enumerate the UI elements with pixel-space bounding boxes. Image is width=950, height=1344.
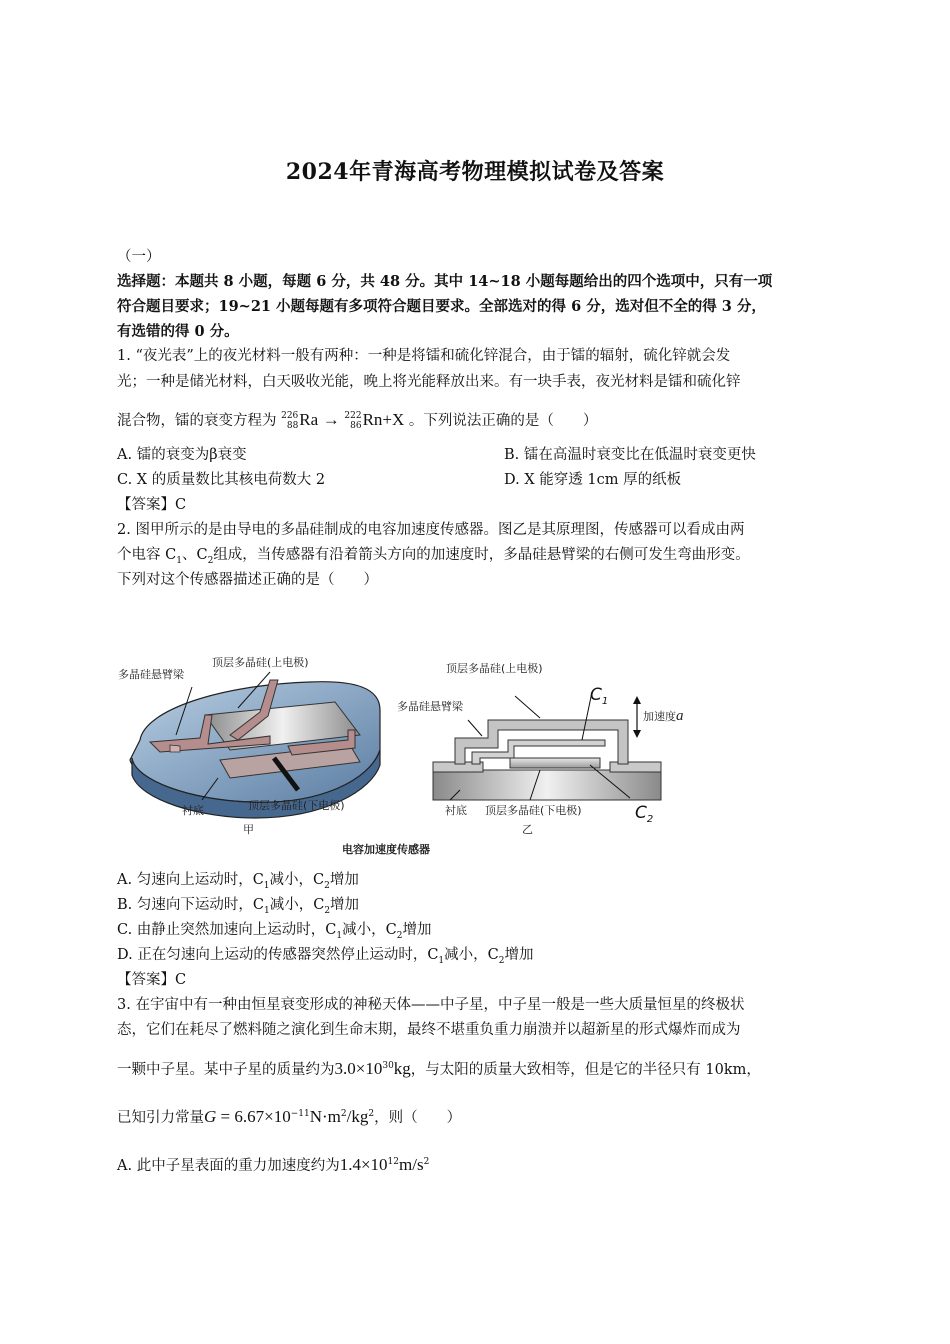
q2-option-d-sub-1: 1: [438, 955, 445, 966]
q2-option-a-sub-2: 2: [324, 880, 330, 891]
q1-option-a: A. 镭的衰变为β衰变: [117, 447, 247, 463]
q2-option-b-text-3: 增加: [330, 897, 360, 913]
figure-yi: [397, 661, 684, 836]
label-substrate-yi: 衬底: [445, 804, 467, 817]
q3-g-exponent: −11: [290, 1109, 310, 1119]
instructions-line-1: 选择题：本题共 8 小题，每题 6 分，共 48 分。其中 14~18 小题每题给出的四个选项中，只有一项: [117, 273, 773, 290]
ra-atomic-number: 88: [286, 421, 299, 431]
q3-option-a: [117, 1150, 837, 1178]
q1-line-3-prefix: 混合物，镭的衰变方程为: [117, 413, 277, 429]
label-acceleration-symbol: a: [676, 708, 684, 724]
radium-nuclide: [281, 409, 298, 433]
q1-answer: 【答案】C: [117, 497, 187, 513]
q2-option-a-sub-1: 1: [263, 880, 270, 891]
q2-option-a-text-2: 减小，C: [269, 872, 325, 888]
q2-c1-sub: 1: [176, 555, 182, 566]
q3-line-3: [117, 1054, 837, 1082]
rn-symbol: Rn+X: [362, 410, 405, 429]
q2-line-2-b: 、C: [181, 547, 208, 563]
q1-option-d: D. X 能穿透 1cm 厚的纸板: [504, 472, 682, 488]
q2-option-c-sub-1: 1: [336, 930, 343, 941]
label-c2-sub: 2: [646, 814, 654, 825]
q3-line-2: 态，它们在耗尽了燃料随之演化到生命末期，最终不堪重负重力崩溃并以超新星的形式爆炸而成为: [117, 1022, 741, 1038]
q3-line-3-prefix: 一颗中子星。某中子星的质量约为: [117, 1061, 335, 1078]
q2-line-3: 下列对这个传感器描述正确的是（ ）: [117, 572, 378, 588]
q2-option-d-text-1: D. 正在匀速向上运动的传感器突然停止运动时，C: [117, 947, 439, 963]
q3-line-3-suffix: ，与太阳的质量大致相等，但是它的半径只有 10km，: [410, 1061, 761, 1078]
q2-line-2-a: 个电容 C: [117, 547, 177, 563]
label-substrate-jia: 衬底: [182, 804, 204, 817]
q3-mass-unit: kg: [393, 1058, 411, 1078]
label-top-electrode-yi: 顶层多晶硅(上电极): [446, 662, 543, 675]
q2-option-b-sub-1: 1: [263, 905, 270, 916]
sensor-figure-svg: [110, 640, 684, 865]
label-top-electrode-jia: 顶层多晶硅(上电极): [212, 656, 309, 669]
label-cantilever-yi: 多晶硅悬臂梁: [397, 700, 463, 713]
label-c1-letter: C: [590, 685, 602, 705]
q3-line-1: 3. 在宇宙中有一种由恒星衰变形成的神秘天体——中子星，中子星一般是一些大质量恒星的终极状: [117, 997, 745, 1013]
q2-answer: 【答案】C: [117, 972, 187, 988]
label-bottom-electrode-yi: 顶层多晶硅(下电极): [485, 804, 582, 817]
ra-mass-number: 226: [281, 411, 299, 421]
q2-option-b-sub-2: 2: [324, 905, 331, 916]
label-yi: 乙: [522, 823, 533, 836]
q1-line-3-suffix: 。下列说法正确的是（ ）: [408, 413, 598, 429]
q2-option-d-text-2: 减小，C: [444, 947, 499, 963]
page-title: 2024年青海高考物理模拟试卷及答案: [285, 159, 665, 185]
q2-c2-sub: 2: [207, 555, 214, 566]
q2-option-c-text-2: 减小，C: [342, 922, 397, 938]
q3-g-unit-b: /kg: [346, 1106, 369, 1126]
q2-option-c-sub-2: 2: [396, 930, 403, 941]
label-c2-letter: C: [635, 803, 647, 823]
label-acceleration-text: 加速度: [643, 710, 676, 723]
label-c1-sub: 1: [601, 696, 609, 707]
q3-g-unit-sup-2: 2: [368, 1109, 375, 1119]
q2-option-b-text-2: 减小，C: [269, 897, 325, 913]
q3-option-a-prefix: A. 此中子星表面的重力加速度约为: [117, 1157, 340, 1174]
label-c1: [590, 685, 608, 707]
q3-g-value: = 6.67×10: [216, 1106, 291, 1126]
q3-line-4-prefix: 已知引力常量: [117, 1109, 204, 1126]
q1-line-2: 光；一种是储光材料，白天吸收光能，晚上将光能释放出来。有一块手表，夜光材料是镭和硫化锌: [117, 374, 741, 390]
ra-symbol: Ra: [299, 410, 319, 429]
q1-option-c: C. X 的质量数比其核电荷数大 2: [117, 472, 326, 488]
q2-option-c-text-1: C. 由静止突然加速向上运动时，C: [117, 922, 337, 938]
q2-option-a-text-1: A. 匀速向上运动时，C: [117, 872, 264, 888]
instructions-line-2: 符合题目要求；19~21 小题每题有多项符合题目要求。全部选对的得 6 分，选对但不全的得 3 分，: [117, 298, 766, 315]
q3-g-unit-sup: 2: [340, 1109, 347, 1119]
label-c2: [635, 803, 653, 825]
q3-mass-base: 3.0×10: [334, 1058, 383, 1078]
q3-option-a-base: 1.4×10: [339, 1154, 388, 1174]
q2-line-1: 2. 图甲所示的是由导电的多晶硅制成的电容加速度传感器。图乙是其原理图，传感器可以看成由两: [117, 522, 745, 538]
q2-option-c-text-3: 增加: [402, 922, 432, 938]
q3-line-4-suffix: ，则（ ）: [374, 1109, 462, 1126]
q3-mass-exponent: 30: [382, 1061, 394, 1071]
q3-option-a-exponent: 12: [387, 1157, 399, 1167]
radon-nuclide: [344, 409, 361, 433]
rn-atomic-number: 86: [350, 421, 362, 431]
label-jia: 甲: [243, 823, 254, 836]
section-label: （一）: [117, 249, 161, 265]
label-bottom-electrode-jia: 顶层多晶硅(下电极): [248, 799, 345, 812]
q2-option-b-text-1: B. 匀速向下运动时，C: [117, 897, 264, 913]
label-acceleration: [643, 708, 684, 724]
q2-option-d-sub-2: 2: [498, 955, 505, 966]
q1-line-3: [117, 408, 837, 433]
q2-option-a-text-3: 增加: [329, 872, 359, 888]
label-cantilever-jia: 多晶硅悬臂梁: [118, 668, 184, 681]
q3-line-4: [117, 1102, 837, 1130]
q1-option-b: B. 镭在高温时衰变比在低温时衰变更快: [504, 447, 756, 463]
q2-option-d-text-3: 增加: [504, 947, 534, 963]
figure-jia: [118, 655, 380, 836]
figure-caption: 电容加速度传感器: [342, 843, 430, 856]
q2-line-2-c: 组成，当传感器有沿着箭头方向的加速度时，多晶硅悬臂梁的右侧可发生弯曲形变。: [213, 547, 750, 563]
q3-option-a-unit-sup: 2: [423, 1157, 430, 1167]
q3-g-unit-a: N·m: [309, 1106, 341, 1126]
rn-mass-number: 222: [344, 411, 362, 421]
q3-g-symbol: G: [204, 1106, 217, 1126]
q3-option-a-unit: m/s: [399, 1154, 424, 1174]
sensor-figure: [110, 640, 684, 869]
q1-line-1: 1. “夜光表”上的夜光材料一般有两种：一种是将镭和硫化锌混合，由于镭的辐射，硫化锌就会发: [117, 348, 731, 364]
decay-arrow: →: [322, 410, 340, 429]
instructions-line-3: 有选错的得 0 分。: [117, 323, 239, 340]
